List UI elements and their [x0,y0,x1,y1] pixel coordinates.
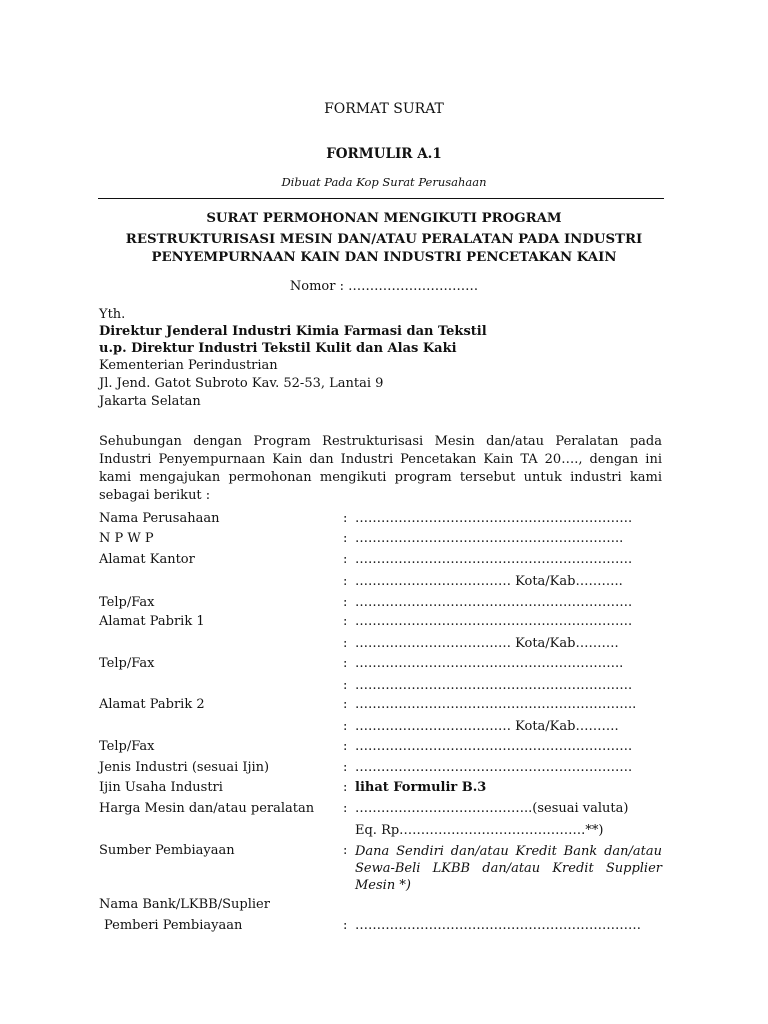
address-line-5: Jakarta Selatan [99,394,201,409]
colon: : [343,843,348,858]
value: ……………………………………………………….. [355,697,637,712]
value: lihat Formulir B.3 [355,780,487,795]
value: ………………………………………………………. [355,739,633,754]
formulir-heading: FORMULIR A.1 [326,146,442,162]
colon: : [343,780,348,795]
colon: : [343,531,348,546]
kop-note: Dibuat Pada Kop Surat Perusahaan [281,175,487,189]
colon: : [343,614,348,629]
value: …………………………………………………….. [355,656,624,671]
colon: : [343,595,348,610]
address-line-1: Direktur Jenderal Industri Kimia Farmasi dan Tekstil [99,324,487,339]
value: Dana Sendiri dan/atau Kredit Bank dan/atau Sewa-Beli LKBB dan/atau Kredit Supplier Mesin *) [355,844,662,893]
colon: : [343,574,348,589]
label: Nama Bank/LKBB/Suplier [99,897,270,912]
label: Telp/Fax [99,739,155,754]
address-yth: Yth. [99,307,126,322]
value: ……………………………… Kota/Kab………. [355,719,619,734]
title-line-1: SURAT PERMOHONAN MENGIKUTI PROGRAM [206,211,562,226]
colon: : [343,656,348,671]
value: ………………………………………………………. [355,595,633,610]
label: Alamat Pabrik 1 [99,614,205,629]
format-heading: FORMAT SURAT [324,101,444,117]
title-line-3: PENYEMPURNAAN KAIN DAN INDUSTRI PENCETAKAN KAIN [151,250,617,265]
title-line-2: RESTRUKTURISASI MESIN DAN/ATAU PERALATAN PADA INDUSTRI [125,232,643,247]
value: ………………………………………………………. [355,614,633,629]
value: ………………………………………………………. [355,760,633,775]
label: Jenis Industri (sesuai Ijin) [99,760,270,775]
value: ………………………………………………………… [355,918,641,933]
colon: : [343,760,348,775]
label: Telp/Fax [99,595,155,610]
colon: : [343,678,348,693]
value: ……………………………… Kota/Kab………. [355,636,619,651]
value: ……………………………… Kota/Kab……….. [355,574,623,589]
colon: : [343,636,348,651]
label: Harga Mesin dan/atau peralatan [99,801,315,816]
label: Nama Perusahaan [99,511,220,526]
value: ………………………………………………………. [355,678,633,693]
value: …………………………………..(sesuai valuta) [355,801,629,816]
address-line-2: u.p. Direktur Industri Tekstil Kulit dan Alas Kaki [99,341,457,356]
colon: : [343,918,348,933]
colon: : [343,739,348,754]
label: Sumber Pembiayaan [99,843,235,858]
colon: : [343,719,348,734]
label: N P W P [99,531,154,546]
colon: : [343,511,348,526]
nomor-line: Nomor : ………………………… [289,279,479,294]
body-paragraph: Sehubungan dengan Program Restrukturisasi Mesin dan/atau Peralatan pada Industri Penyempurnaan Kain dan Industri Pencetakan Kain TA 20…., dengan ini kami mengajukan permohonan mengikuti program tersebut untuk industri kami sebagai berikut : [99,434,662,503]
label: Alamat Pabrik 2 [99,697,205,712]
header-divider [98,198,664,199]
label: Alamat Kantor [99,552,195,567]
value: Eq. Rp…………………………………….**) [355,823,604,838]
colon: : [343,801,348,816]
address-line-4: Jl. Jend. Gatot Subroto Kav. 52-53, Lantai 9 [99,376,384,391]
value: …………………………………………………….. [355,531,624,546]
value: ………………………………………………………. [355,552,633,567]
value: ………………………………………………………. [355,511,633,526]
label: Ijin Usaha Industri [99,780,223,795]
address-line-3: Kementerian Perindustrian [99,358,278,373]
colon: : [343,552,348,567]
colon: : [343,697,348,712]
label: Telp/Fax [99,656,155,671]
label: Pemberi Pembiayaan [104,918,243,933]
